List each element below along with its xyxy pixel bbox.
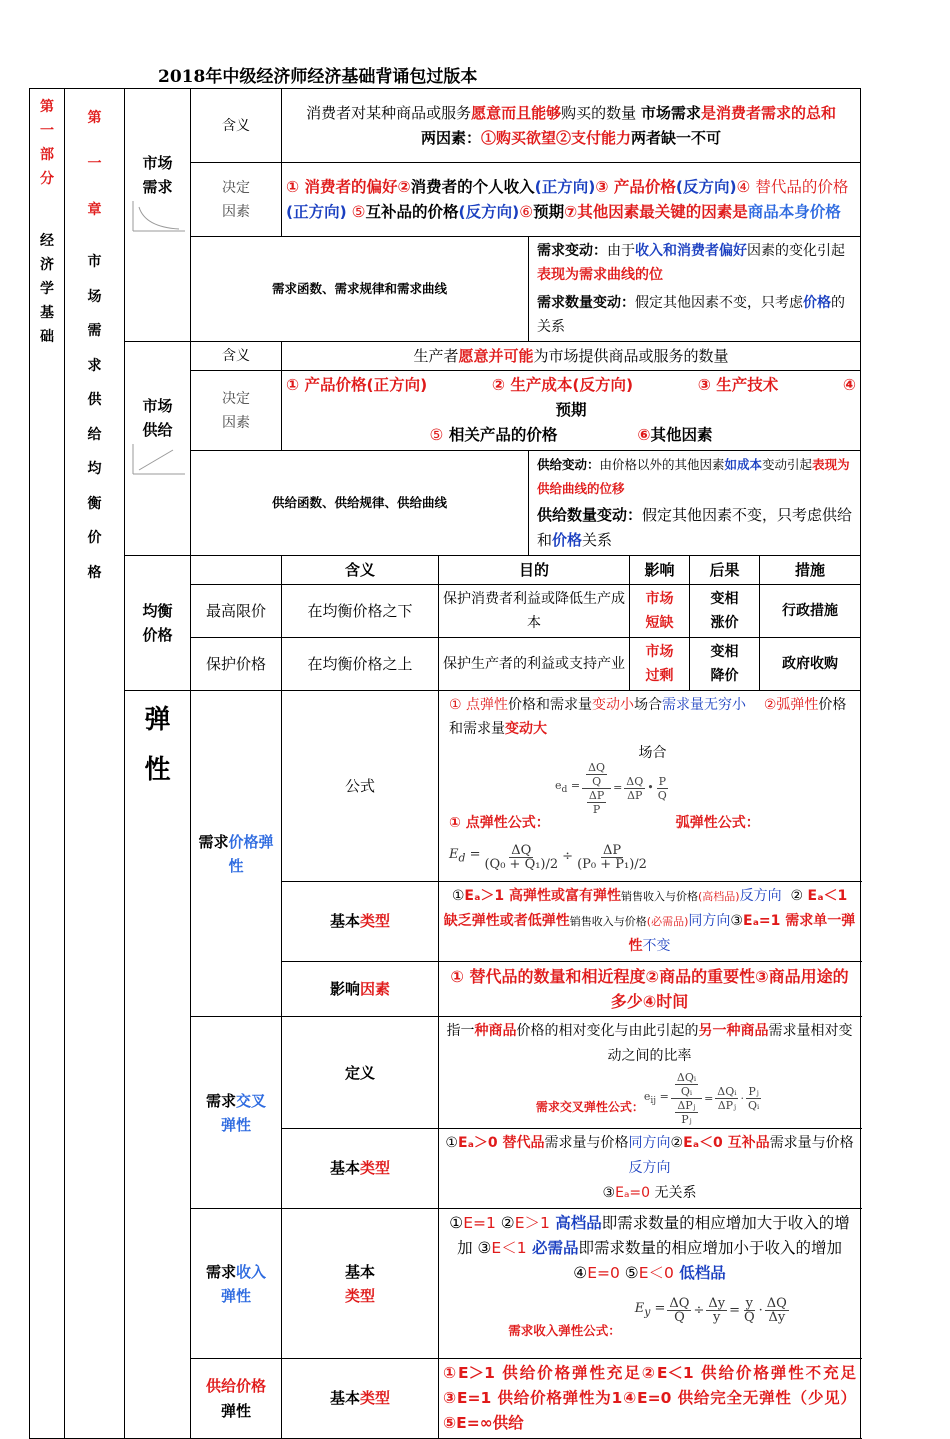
demand-label: 市场需求 [142, 154, 173, 196]
demand-meaning: 消费者对某种商品或服务愿意而且能够购买的数量 市场需求是消费者需求的总和 两因素：①购买欲望②支付能力两者缺一不可 [282, 89, 861, 163]
supply-factors-label: 决定因素 [191, 371, 282, 451]
price-elasticity-label: 需求价格弹性 [191, 691, 282, 1017]
price-formula-label: 公式 [282, 691, 439, 882]
income-elasticity-formula: $E_y$ = $\frac{\Delta Q}{Q}$ ÷ $\frac{\Delta y}{y}$ = $\frac{y}{Q}$ · $\frac{\Delta Q}{\Delta y}$ [634, 1296, 787, 1325]
part-column [30, 89, 65, 1439]
cross-type-label: 基本类型 [282, 1129, 439, 1209]
income-elasticity-label: 需求收入 弹性 [191, 1209, 282, 1359]
cross-def: 指一种商品价格的相对变化与由此引起的另一种商品需求量相对变动之间的比率 需求交叉弹性公式： $e_{ij}$ = $\frac{\frac{\text{ΔQᵢ}}{\text{Qᵢ}}}{\frac{\text{ΔPⱼ}}{\text{Pⱼ}}}$ = $\frac{\text{ΔQᵢ}}{\text{ΔPⱼ}}$ · $\frac{\text{Pⱼ}}{\text{Qᵢ}}$ [439, 1017, 861, 1129]
chapter-column [65, 89, 125, 1439]
demand-meaning-label: 含义 [191, 89, 282, 163]
supply-meaning-label: 含义 [191, 342, 282, 371]
income-type-label: 基本 类型 [282, 1209, 439, 1359]
price-formula: ① 点弹性价格和需求量变动小场合需求量无穷小 ②弧弹性价格和需求量变动大 场合 $e_d$ = $\frac{\frac{\Delta Q}{Q}}{\frac{\Delta P}{P}}$ = $\frac{\Delta Q}{\Delta P}$ • $\frac{P}{Q}$ ① 点弹性公式： 弧弹性公式： $E_d$ = $\frac{\Delta Q}{\text{(Q₀ + Q₁)/2}}$ ÷ $\frac{\Delta P}{\text{(P₀ + P₁)/2}}$ [439, 691, 861, 882]
demand-function-label: 需求函数、需求规律和需求曲线 [191, 237, 529, 342]
page-title: 2018年中级经济师经济基础背诵包过版本 [158, 67, 478, 87]
price-factor-label: 影响因素 [282, 962, 439, 1017]
eq-row-measure: 行政措施 [760, 585, 861, 638]
eq-header-purpose: 目的 [439, 556, 630, 585]
demand-factors-label: 决定因素 [191, 163, 282, 237]
supply-factors: ① 产品价格(正方向) ② 生产成本(反方向) ③ 生产技术 ④ 预期 ⑤ 相关产品的价格 ⑥其他因素 [282, 371, 861, 451]
summary-table [29, 88, 861, 1439]
supply-changes: 供给变动：由价格以外的其他因素如成本变动引起表现为供给曲线的位移 供给数量变动：假定其他因素不变，只考虑供给和价格关系 [529, 451, 861, 556]
eq-row-result: 变相涨价 [690, 585, 760, 638]
eq-row-impact: 市场短缺 [630, 585, 690, 638]
eq-header-impact: 影响 [630, 556, 690, 585]
supply-types: ①E＞1 供给价格弹性充足②E＜1 供给价格弹性不充足③E=1 供给价格弹性为1④E=0 供给完全无弹性（少见）⑤E=∞供给 [439, 1359, 861, 1439]
cross-def-label: 定义 [282, 1017, 439, 1129]
eq-row-impact: 市场过剩 [630, 638, 690, 691]
supply-meaning: 生产者愿意并可能为市场提供商品或服务的数量 [282, 342, 861, 371]
eq-row-meaning: 在均衡价格之上 [282, 638, 439, 691]
supply-label-cell [125, 342, 191, 556]
elasticity-label-cell [125, 691, 191, 1439]
chapter-label: 第一章 [87, 110, 102, 218]
cross-elasticity-label: 需求交叉 弹性 [191, 1017, 282, 1209]
supply-type-label: 基本类型 [282, 1359, 439, 1439]
equilibrium-label-cell [125, 556, 191, 691]
cross-elasticity-formula: $e_{ij}$ = $\frac{\frac{\text{ΔQᵢ}}{\text{Qᵢ}}}{\frac{\text{ΔPⱼ}}{\text{Pⱼ}}}$ = $\frac{\text{ΔQᵢ}}{\text{ΔPⱼ}}$ · $\frac{\text{Pⱼ}}{\text{Qᵢ}}$ [643, 1071, 760, 1126]
equilibrium-label: 均衡价格 [142, 602, 173, 644]
eq-row-purpose: 保护消费者利益或降低生产成本 [439, 585, 630, 638]
eq-header-meaning: 含义 [282, 556, 439, 585]
income-types: ①E=1 ②E＞1 高档品即需求数量的相应增加大于收入的增加 ③E＜1 必需品即需求数量的相应增加小于收入的增加 ④E=0 ⑤E＜0 低档品 需求收入弹性公式： $E_y$ = $\frac{\Delta Q}{Q}$ ÷ $\frac{\Delta y}{y}$ = $\frac{y}{Q}$ · $\frac{\Delta Q}{\Delta y}$ [439, 1209, 861, 1359]
point-elasticity-formula: $e_d$ = $\frac{\frac{\Delta Q}{Q}}{\frac{\Delta P}{P}}$ = $\frac{\Delta Q}{\Delta P}$ • $\frac{P}{Q}$ [555, 760, 667, 816]
supply-label: 市场供给 [142, 397, 173, 439]
price-factors: ① 替代品的数量和相近程度②商品的重要性③商品用途的多少④时间 [439, 962, 861, 1017]
arc-elasticity-formula: $E_d$ = $\frac{\Delta Q}{\text{(Q₀ + Q₁)/2}}$ ÷ $\frac{\Delta P}{\text{(P₀ + P₁)/2}}$ [449, 842, 647, 872]
eq-row-result: 变相降价 [690, 638, 760, 691]
eq-header-result: 后果 [690, 556, 760, 585]
eq-row-name: 最高限价 [191, 585, 282, 638]
demand-changes: 需求变动：由于收入和消费者偏好因素的变化引起表现为需求曲线的位 需求数量变动：假定其他因素不变，只考虑价格的关系 [529, 237, 861, 342]
supply-function-label: 供给函数、供给规律、供给曲线 [191, 451, 529, 556]
demand-factors: ① 消费者的偏好②消费者的个人收入(正方向)③ 产品价格(反方向)④ 替代品的价格(正方向) ⑤互补品的价格(反方向)⑥预期⑦其他因素最关键的因素是商品本身价格 [282, 163, 861, 237]
eq-row-purpose: 保护生产者的利益或支持产业 [439, 638, 630, 691]
demand-curve-icon [129, 199, 189, 233]
part-label: 第一部分 [40, 99, 54, 187]
chapter-name: 市场需求供给均衡价格 [87, 254, 102, 581]
price-type-label: 基本类型 [282, 882, 439, 962]
supply-elasticity-label: 供给价格 弹性 [191, 1359, 282, 1439]
part-name: 经济学基础 [40, 233, 54, 345]
elasticity-label: 弹性 [144, 705, 171, 785]
eq-row-measure: 政府收购 [760, 638, 861, 691]
eq-header-measure: 措施 [760, 556, 861, 585]
eq-row-meaning: 在均衡价格之下 [282, 585, 439, 638]
price-types: ①Eₐ＞1 高弹性或富有弹性销售收入与价格(高档品)反方向 ② Eₐ＜1 缺乏弹性或者低弹性销售收入与价格(必需品)同方向③Eₐ=1 需求单一弹性不变 [439, 882, 861, 962]
demand-label-cell [125, 89, 191, 342]
eq-row-name: 保护价格 [191, 638, 282, 691]
cross-types: ①Eₐ＞0 替代品需求量与价格同方向②Eₐ＜0 互补品需求量与价格反方向 ③Eₐ=0 无关系 [439, 1129, 861, 1209]
supply-curve-icon [129, 442, 189, 476]
